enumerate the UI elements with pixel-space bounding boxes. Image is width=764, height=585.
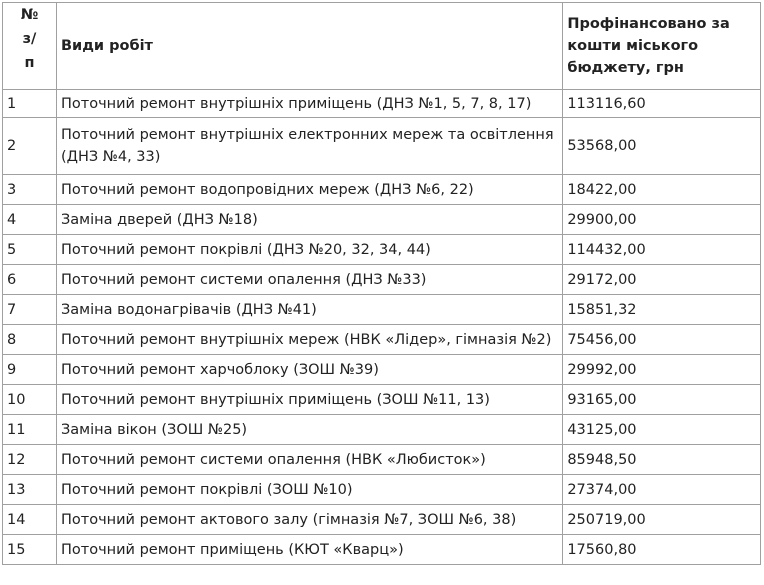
table-header-row	[3, 3, 761, 90]
header-number-line3: п	[24, 55, 35, 71]
row-amount: 15851,32	[563, 295, 761, 325]
table-row	[3, 445, 761, 475]
row-number: 9	[3, 355, 57, 385]
table-row	[3, 295, 761, 325]
row-amount: 29172,00	[563, 265, 761, 295]
header-number-line1: №	[20, 7, 39, 23]
table-row	[3, 90, 761, 118]
row-work: Поточний ремонт покрівлі (ДНЗ №20, 32, 34, 44)	[56, 235, 562, 265]
row-amount: 18422,00	[563, 175, 761, 205]
row-number: 2	[3, 118, 57, 175]
table-row	[3, 175, 761, 205]
row-number: 1	[3, 90, 57, 118]
header-funded-line1: Профінансовано за	[567, 16, 730, 32]
row-number: 14	[3, 505, 57, 535]
row-amount: 85948,50	[563, 445, 761, 475]
row-work: Поточний ремонт системи опалення (ДНЗ №33)	[56, 265, 562, 295]
row-number: 4	[3, 205, 57, 235]
header-funded-line3: бюджету, грн	[567, 60, 684, 76]
row-work: Поточний ремонт водопровідних мереж (ДНЗ №6, 22)	[56, 175, 562, 205]
row-number: 3	[3, 175, 57, 205]
header-work-type: Види робіт	[56, 3, 562, 90]
row-number: 10	[3, 385, 57, 415]
row-amount: 29992,00	[563, 355, 761, 385]
row-work: Поточний ремонт харчоблоку (ЗОШ №39)	[56, 355, 562, 385]
row-work: Поточний ремонт системи опалення (НВК «Любисток»)	[56, 445, 562, 475]
table-row	[3, 475, 761, 505]
works-funding-table	[2, 2, 761, 565]
table-row	[3, 118, 761, 175]
table-row	[3, 355, 761, 385]
row-amount: 53568,00	[563, 118, 761, 175]
row-work: Заміна водонагрівачів (ДНЗ №41)	[56, 295, 562, 325]
row-work: Поточний ремонт внутрішніх електронних мереж та освітлення (ДНЗ №4, 33)	[56, 118, 562, 175]
row-work: Поточний ремонт покрівлі (ЗОШ №10)	[56, 475, 562, 505]
table-row	[3, 385, 761, 415]
row-work: Поточний ремонт внутрішніх приміщень (ДНЗ №1, 5, 7, 8, 17)	[56, 90, 562, 118]
row-work: Поточний ремонт приміщень (КЮТ «Кварц»)	[56, 535, 562, 565]
row-amount: 114432,00	[563, 235, 761, 265]
table-row	[3, 265, 761, 295]
header-funded-line2: кошти міського	[567, 38, 699, 54]
table-row	[3, 535, 761, 565]
row-amount: 27374,00	[563, 475, 761, 505]
table-row	[3, 325, 761, 355]
row-amount: 93165,00	[563, 385, 761, 415]
row-work: Поточний ремонт внутрішніх мереж (НВК «Лідер», гімназія №2)	[56, 325, 562, 355]
row-number: 12	[3, 445, 57, 475]
row-number: 6	[3, 265, 57, 295]
row-number: 11	[3, 415, 57, 445]
table-row	[3, 235, 761, 265]
row-amount: 29900,00	[563, 205, 761, 235]
row-work: Заміна вікон (ЗОШ №25)	[56, 415, 562, 445]
row-work: Поточний ремонт внутрішніх приміщень (ЗОШ №11, 13)	[56, 385, 562, 415]
row-number: 13	[3, 475, 57, 505]
row-amount: 17560,80	[563, 535, 761, 565]
row-number: 5	[3, 235, 57, 265]
table-row	[3, 505, 761, 535]
row-number: 15	[3, 535, 57, 565]
row-amount: 75456,00	[563, 325, 761, 355]
row-number: 7	[3, 295, 57, 325]
table-row	[3, 205, 761, 235]
row-amount: 43125,00	[563, 415, 761, 445]
row-amount: 250719,00	[563, 505, 761, 535]
table-row	[3, 415, 761, 445]
row-work: Заміна дверей (ДНЗ №18)	[56, 205, 562, 235]
row-number: 8	[3, 325, 57, 355]
row-amount: 113116,60	[563, 90, 761, 118]
header-number-line2: з/	[22, 31, 37, 47]
header-funded	[563, 3, 761, 90]
row-work: Поточний ремонт актового залу (гімназія №7, ЗОШ №6, 38)	[56, 505, 562, 535]
header-number	[3, 3, 57, 90]
